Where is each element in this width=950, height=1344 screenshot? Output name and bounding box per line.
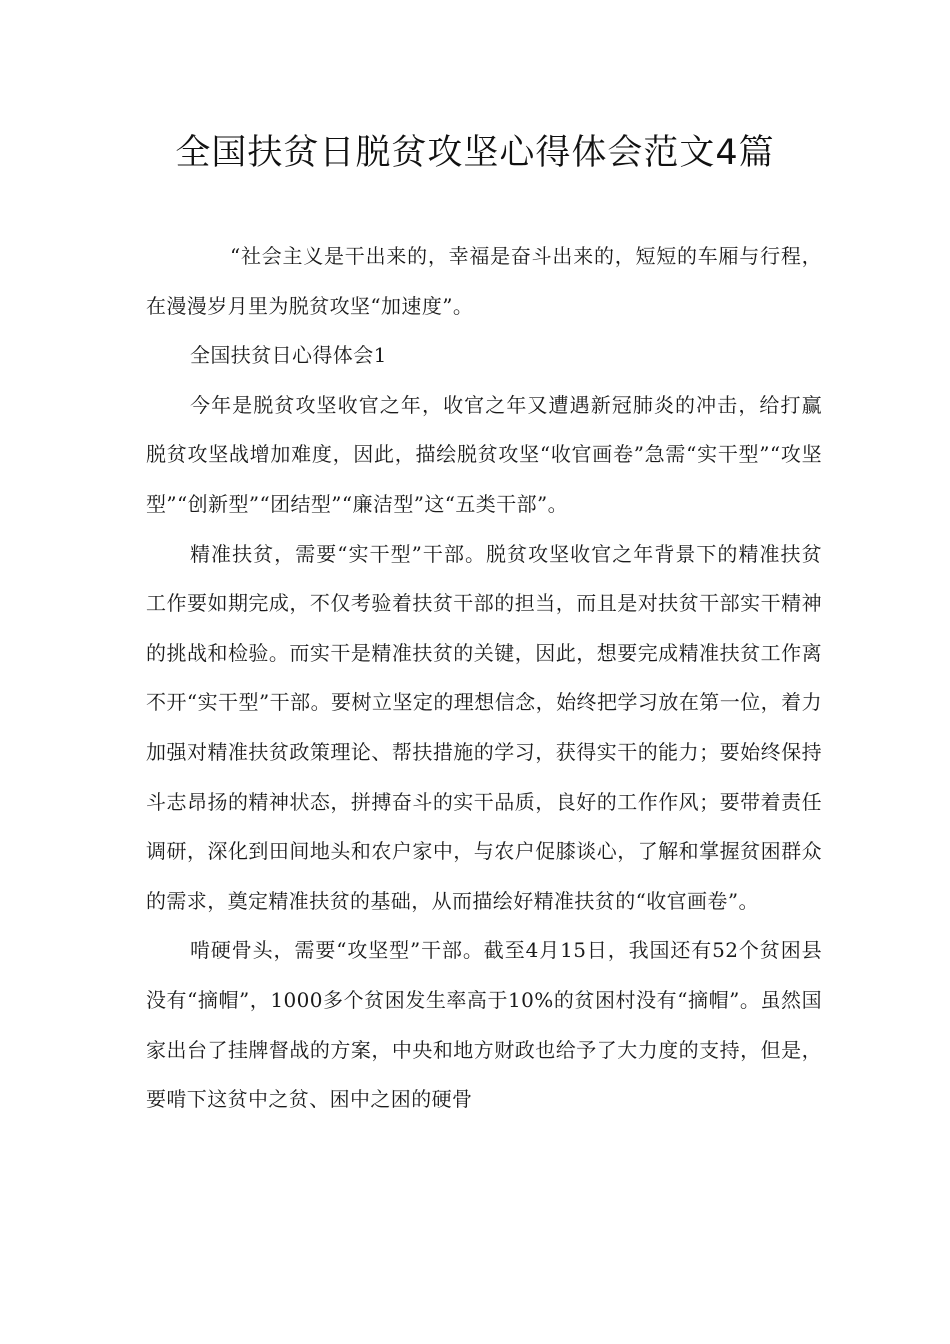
intro-quote-paragraph: “社会主义是干出来的，幸福是奋斗出来的，短短的车厢与行程，在漫漫岁月里为脱贫攻坚“加速度”。 <box>146 244 822 318</box>
body-paragraph: 今年是脱贫攻坚收官之年，收官之年又遭遇新冠肺炎的冲击，给打赢脱贫攻坚战增加难度，因此，描绘脱贫攻坚“收官画卷”急需“实干型”“攻坚型”“创新型”“团结型”“廉洁型”这“五类干部”。 <box>146 392 822 516</box>
body-paragraph: 精准扶贫，需要“实干型”干部。脱贫攻坚收官之年背景下的精准扶贫工作要如期完成，不仅考验着扶贫干部的担当，而且是对扶贫干部实干精神的挑战和检验。而实干是精准扶贫的关键，因此，想要完成精准扶贫工作离不开“实干型”干部。要树立坚定的理想信念，始终把学习放在第一位，着力加强对精准扶贫政策理论、帮扶措施的学习，获得实干的能力；要始终保持斗志昂扬的精神状态，拼搏奋斗的实干品质，良好的工作作风；要带着责任调研，深化到田间地头和农户家中，与农户促膝谈心，了解和掌握贫困群众的需求，奠定精准扶贫的基础，从而描绘好精准扶贫的“收官画卷”。 <box>146 541 822 913</box>
document-body <box>146 232 822 1125</box>
document-title: 全国扶贫日脱贫攻坚心得体会范文4篇 <box>175 133 775 173</box>
section-heading: 全国扶贫日心得体会1 <box>190 343 387 368</box>
body-paragraph: 啃硬骨头，需要“攻坚型”干部。截至4月15日，我国还有52个贫困县没有“摘帽”，1000多个贫困发生率高于10%的贫困村没有“摘帽”。虽然国家出台了挂牌督战的方案，中央和地方财政也给予了大力度的支持，但是，要啃下这贫中之贫、困中之困的硬骨 <box>146 938 822 1112</box>
